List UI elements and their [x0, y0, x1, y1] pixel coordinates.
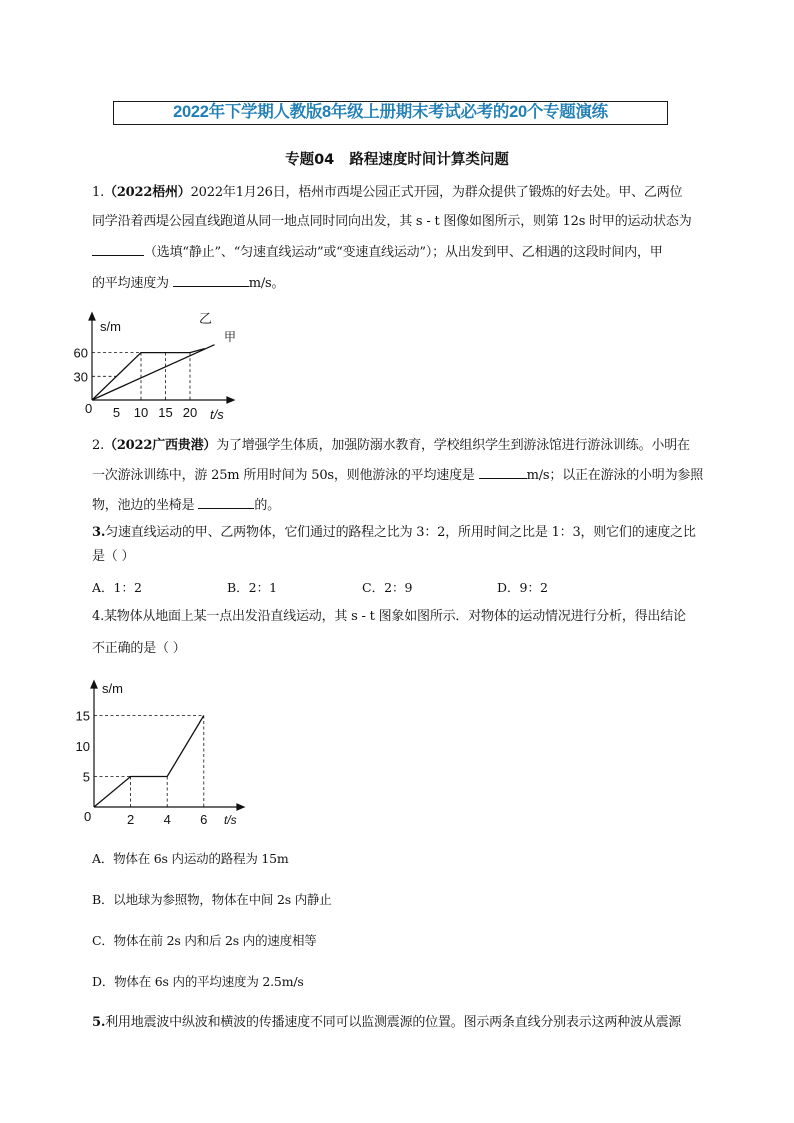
q1-label-jia: 甲 [224, 330, 237, 344]
q2-line2 [92, 466, 732, 485]
q3-option-d[interactable]: D．9：2 [497, 580, 548, 595]
q1-source: （2022梧州） [104, 185, 191, 200]
q4-x-label: t/s [224, 813, 237, 827]
g2-series-line-1 [94, 716, 204, 808]
q4-y-label: s/m [102, 681, 123, 696]
q1-x-label: t/s [210, 407, 224, 422]
q4-x-arrow [237, 804, 244, 810]
q1-blank-speed[interactable] [173, 274, 249, 287]
g1-y-tick-label: 60 [73, 345, 88, 361]
q1-line2: 同学沿着西堤公园直线跑道从同一地点同时同向出发，其 s - t 图像如图所示，则第 12s 时甲的运动状态为 [92, 214, 692, 229]
q5-line1 [92, 1014, 732, 1032]
g2-x-tick-label: 6 [200, 812, 208, 827]
q4-option-c[interactable]: C．物体在前 2s 内和后 2s 内的速度相等 [92, 933, 317, 948]
q1-unit: m/s。 [248, 276, 285, 291]
q1-text-3: （选填“静止”、“匀速直线运动”或“变速直线运动”）；从出发到甲、乙相遇的这段时间内，甲 [144, 245, 663, 260]
g1-x-tick-label: 20 [182, 405, 198, 420]
q1-label-yi: 乙 [199, 311, 213, 326]
q2-text-3: 物，池边的坐椅是 [92, 498, 199, 513]
q4-origin: 0 [84, 809, 92, 824]
q1-y-label: s/m [100, 319, 121, 334]
g1-y-tick-label: 30 [73, 369, 88, 385]
q2-blank-state[interactable] [198, 496, 254, 509]
q3-number: 3. [92, 525, 106, 540]
g2-y-tick-label: 5 [82, 769, 90, 785]
g1-x-tick-label: 15 [158, 405, 173, 420]
q1-text: 2022年1月26日，梧州市西堤公园正式开园，为群众提供了锻炼的好去处。甲、乙两位 [190, 185, 683, 200]
q5-text: 利用地震波中纵波和横波的传播速度不同可以监测震源的位置。图示两条直线分别表示这两种波从震源 [105, 1015, 682, 1030]
q1-line1 [92, 184, 732, 202]
q2-line1 [92, 437, 732, 455]
q2-blank-speed[interactable] [479, 466, 527, 479]
q4-option-b[interactable]: B．以地球为参照物，物体在中间 2s 内静止 [92, 892, 332, 907]
q2-text-2b: m/s；以正在游泳的小明为参照 [526, 468, 704, 483]
g1-x-tick-label: 5 [112, 405, 121, 420]
q1-text-4: 的平均速度为 [92, 276, 173, 291]
q1-line4 [92, 274, 732, 293]
g1-x-tick-label: 10 [133, 405, 149, 420]
g2-x-tick-label: 2 [126, 812, 135, 827]
q4-st-graph [74, 676, 254, 832]
q2-number: 2. [92, 438, 105, 453]
q2-line3 [92, 496, 732, 515]
q2-text-3b: 的。 [254, 498, 280, 513]
g2-x-tick-label: 4 [163, 812, 171, 827]
q1-number: 1. [92, 185, 105, 200]
q2-text: 为了增强学生体质，加强防溺水教育，学校组织学生到游泳馆进行游泳训练。小明在 [216, 438, 690, 453]
q3-option-c[interactable]: C．2：9 [362, 580, 413, 595]
q3-option-a[interactable]: A．1：2 [92, 580, 142, 595]
q3-option-b[interactable]: B．2：1 [227, 580, 278, 595]
q1-x-arrow [227, 397, 234, 403]
page-title: 专题04 路程速度时间计算类问题 [285, 152, 509, 168]
g2-y-tick-label: 15 [75, 708, 90, 724]
q1-origin: 0 [85, 401, 93, 416]
q1-line3 [92, 243, 732, 262]
q2-text-2: 一次游泳训练中，游 25m 所用时间为 50s，则他游泳的平均速度是 [92, 468, 479, 483]
q4-line1: 4.某物体从地面上某一点出发沿直线运动，其 s - t 图象如图所示．对物体的运动情况进行分析，得出结论 [92, 609, 686, 624]
q3-line2: 是（ ） [92, 549, 135, 564]
q4-option-d[interactable]: D．物体在 6s 内的平均速度为 2.5m/s [92, 974, 304, 989]
q1-blank-state[interactable] [92, 243, 144, 256]
q1-y-arrow [89, 313, 95, 320]
q5-number: 5. [92, 1015, 106, 1030]
series-banner: 2022年下学期人教版8年级上册期末考试必考的20个专题演练 [113, 101, 668, 125]
q4-y-arrow [91, 681, 97, 688]
q3-line1 [92, 524, 732, 542]
g2-y-tick-label: 10 [75, 739, 90, 754]
q4-option-a[interactable]: A．物体在 6s 内运动的路程为 15m [92, 851, 289, 866]
q1-st-graph [73, 305, 252, 425]
q3-text: 匀速直线运动的甲、乙两物体，它们通过的路程之比为 3：2，所用时间之比是 1：3，则它们的速度之比 [105, 525, 696, 540]
q4-line2: 不正确的是（ ） [92, 641, 186, 656]
q2-source: （2022广西贵港） [104, 438, 217, 453]
